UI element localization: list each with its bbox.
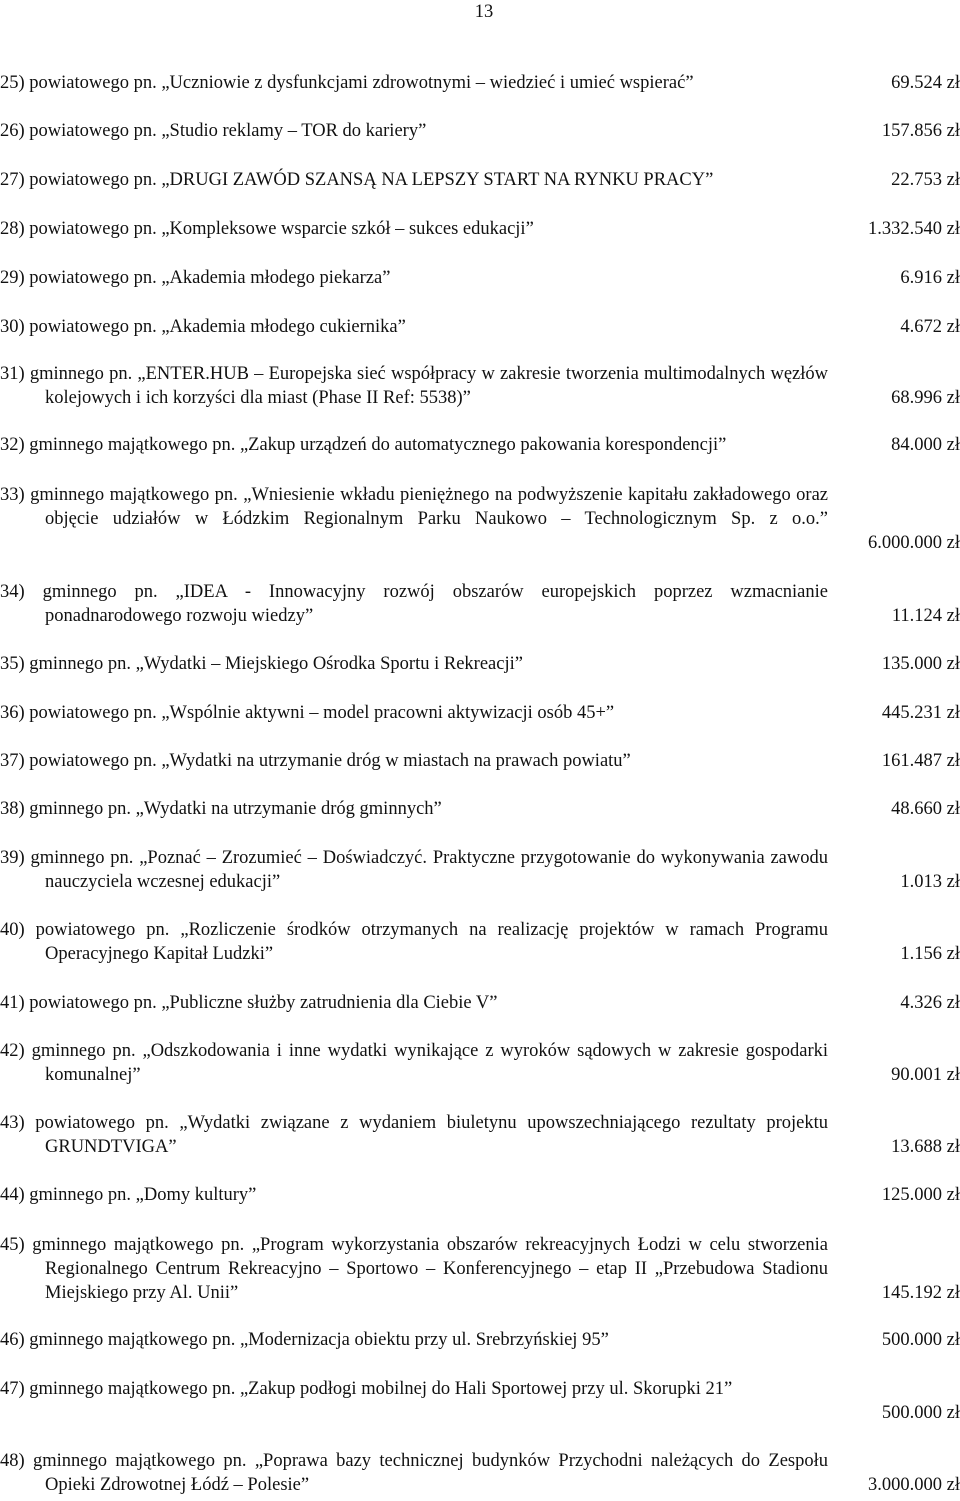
entry-text: 31) gminnego pn. „ENTER.HUB – Europejska sieć współpracy w zakresie tworzenia multimodalnych węzłów kolejowych i ich korzyści dla miast (Phase II Ref: 5538)” xyxy=(0,364,828,408)
entry-amount: 4.326 zł xyxy=(900,993,960,1013)
entry-text: 38) gminnego pn. „Wydatki na utrzymanie dróg gminnych” xyxy=(0,799,442,819)
entry-amount: 1.013 zł xyxy=(900,872,960,892)
entry-amount: 500.000 zł xyxy=(881,1403,960,1423)
entry-text: 28) powiatowego pn. „Kompleksowe wsparcie szkół – sukces edukacji” xyxy=(0,219,534,239)
entry-text: 33) gminnego majątkowego pn. „Wniesienie wkładu pieniężnego na podwyższenie kapitału zakładowego oraz objęcie udziałów w Łódzkim Regionalnym Parku Naukowo – Technologicznym Sp. z o.o.” xyxy=(0,485,828,529)
entry-text: 34) gminnego pn. „IDEA - Innowacyjny rozwój obszarów europejskich poprzez wzmacnianie ponadnarodowego rozwoju wiedzy” xyxy=(0,582,828,626)
entry-text: 27) powiatowego pn. „DRUGI ZAWÓD SZANSĄ NA LEPSZY START NA RYNKU PRACY” xyxy=(0,170,714,190)
entry-amount: 6.000.000 zł xyxy=(868,533,960,553)
entry-text: 48) gminnego majątkowego pn. „Poprawa bazy technicznej budynków Przychodni należących do Zespołu Opieki Zdrowotnej Łódź – Polesie” xyxy=(0,1451,828,1495)
entry-text: 35) gminnego pn. „Wydatki – Miejskiego Ośrodka Sportu i Rekreacji” xyxy=(0,654,523,674)
entry-amount: 4.672 zł xyxy=(900,317,960,337)
entry-amount: 68.996 zł xyxy=(891,388,960,408)
entry-text: 39) gminnego pn. „Poznać – Zrozumieć – Doświadczyć. Praktyczne przygotowanie do wykonywania zawodu nauczyciela wczesnej edukacji” xyxy=(0,848,828,892)
entry-amount: 84.000 zł xyxy=(891,435,960,455)
entry-text: 41) powiatowego pn. „Publiczne służby zatrudnienia dla Ciebie V” xyxy=(0,993,498,1013)
entry-amount: 11.124 zł xyxy=(891,606,960,626)
entry-amount: 500.000 zł xyxy=(881,1330,960,1350)
entry-amount: 135.000 zł xyxy=(881,654,960,674)
entry-text: 44) gminnego pn. „Domy kultury” xyxy=(0,1185,257,1205)
entry-text: 25) powiatowego pn. „Uczniowie z dysfunkcjami zdrowotnymi – wiedzieć i umieć wspierać” xyxy=(0,73,694,93)
entry-text: 37) powiatowego pn. „Wydatki na utrzymanie dróg w miastach na prawach powiatu” xyxy=(0,751,631,771)
entry-amount: 125.000 zł xyxy=(881,1185,960,1205)
entry-text: 43) powiatowego pn. „Wydatki związane z wydaniem biuletynu upowszechniającego rezultaty projektu GRUNDTVIGA” xyxy=(0,1113,828,1157)
page-number: 13 xyxy=(474,2,494,22)
entry-amount: 90.001 zł xyxy=(891,1065,960,1085)
entry-amount: 157.856 zł xyxy=(881,121,960,141)
entry-amount: 22.753 zł xyxy=(891,170,960,190)
entry-amount: 13.688 zł xyxy=(891,1137,960,1157)
entry-text: 26) powiatowego pn. „Studio reklamy – TOR do kariery” xyxy=(0,121,427,141)
entry-text: 40) powiatowego pn. „Rozliczenie środków otrzymanych na realizację projektów w ramach Programu Operacyjnego Kapitał Ludzki” xyxy=(0,920,828,964)
entry-amount: 1.332.540 zł xyxy=(868,219,960,239)
entry-text: 47) gminnego majątkowego pn. „Zakup podłogi mobilnej do Hali Sportowej przy ul. Skorupki 21” xyxy=(0,1379,733,1399)
entry-text: 42) gminnego pn. „Odszkodowania i inne wydatki wynikające z wyroków sądowych w zakresie gospodarki komunalnej” xyxy=(0,1041,828,1085)
entry-text: 46) gminnego majątkowego pn. „Modernizacja obiektu przy ul. Srebrzyńskiej 95” xyxy=(0,1330,609,1350)
entry-amount: 1.156 zł xyxy=(900,944,960,964)
entry-amount: 6.916 zł xyxy=(900,268,960,288)
entry-amount: 3.000.000 zł xyxy=(868,1475,960,1495)
entry-text: 32) gminnego majątkowego pn. „Zakup urządzeń do automatycznego pakowania korespondencji” xyxy=(0,435,727,455)
entry-amount: 445.231 zł xyxy=(881,703,960,723)
entry-amount: 69.524 zł xyxy=(891,73,960,93)
entry-text: 29) powiatowego pn. „Akademia młodego piekarza” xyxy=(0,268,391,288)
entry-amount: 48.660 zł xyxy=(891,799,960,819)
entry-text: 30) powiatowego pn. „Akademia młodego cukiernika” xyxy=(0,317,406,337)
entry-text: 36) powiatowego pn. „Wspólnie aktywni – model pracowni aktywizacji osób 45+” xyxy=(0,703,615,723)
entry-amount: 145.192 zł xyxy=(881,1283,960,1303)
entry-amount: 161.487 zł xyxy=(881,751,960,771)
entry-text: 45) gminnego majątkowego pn. „Program wykorzystania obszarów rekreacyjnych Łodzi w celu stworzenia Regionalnego Centrum Rekreacyjno – Sportowo – Konferencyjnego – etap II „Przebudowa Stadionu Miejskiego przy Al. Unii” xyxy=(0,1235,828,1303)
